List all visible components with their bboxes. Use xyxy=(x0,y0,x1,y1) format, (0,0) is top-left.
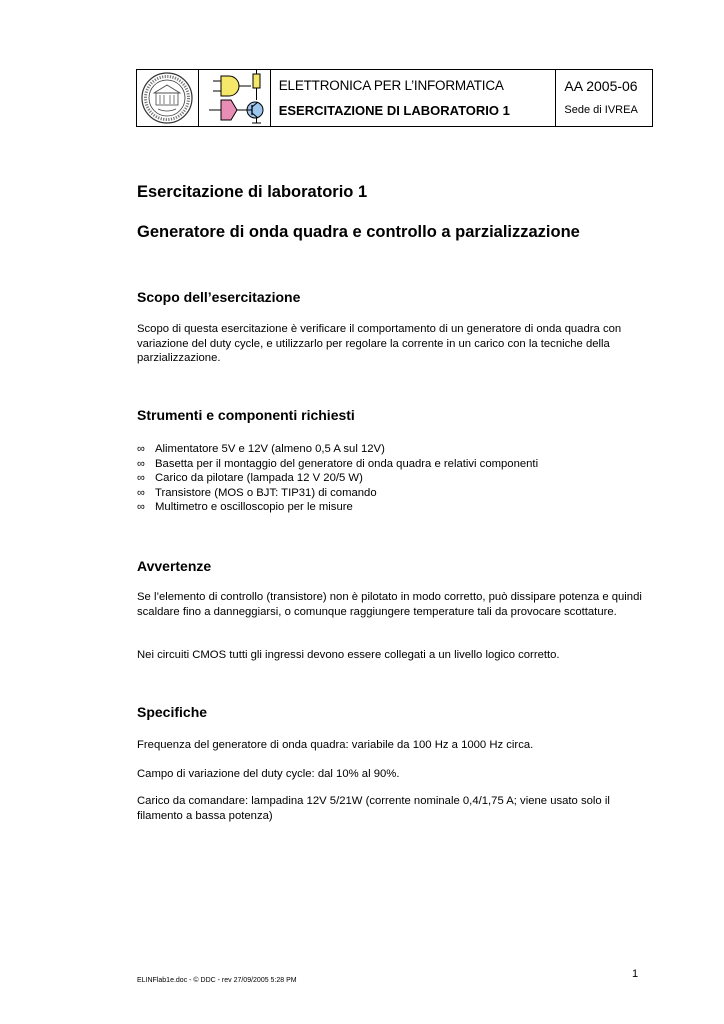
location: Sede di IVREA xyxy=(564,104,638,116)
course-name: ELETTRONICA PER L’INFORMATICA xyxy=(278,78,504,93)
list-item xyxy=(137,457,637,472)
page-number: 1 xyxy=(632,968,639,980)
infinity-bullet-icon: ∞ xyxy=(137,443,145,455)
infinity-bullet-icon: ∞ xyxy=(137,457,145,470)
specs-paragraph-2: Campo di variazione del duty cycle: dal 10% al 90%. xyxy=(137,768,400,780)
specs-paragraph-3: Carico da comandare: lampadina 12V 5/21W (corrente nominale 0,4/1,75 A; viene usato solo il filamento a bassa potenza) xyxy=(137,795,610,822)
list-item-text: Alimentatore 5V e 12V (almeno 0,5 A sul 12V) xyxy=(155,443,385,455)
section-heading-tools: Strumenti e componenti richiesti xyxy=(137,407,355,423)
list-item xyxy=(137,486,637,501)
section-heading-specs: Specifiche xyxy=(137,704,208,720)
circuit-logo-icon xyxy=(199,70,271,126)
warnings-paragraph-2: Nei circuiti CMOS tutti gli ingressi devono essere collegati a un livello logico corretto. xyxy=(137,649,560,661)
list-item-text: Carico da pilotare (lampada 12 V 20/5 W) xyxy=(155,472,363,485)
list-item-text: Basetta per il montaggio del generatore di onda quadra e relativi componenti xyxy=(155,457,539,470)
warnings-paragraph-1: Se l’elemento di controllo (transistore) non è pilotato in modo corretto, può dissipare potenza e quindi scaldare fino a danneggiarsi, o comunque raggiungere temperature tali da provocare scottature. xyxy=(137,591,642,618)
header-table xyxy=(136,69,653,127)
infinity-bullet-icon: ∞ xyxy=(137,486,145,499)
infinity-bullet-icon: ∞ xyxy=(137,472,145,485)
document-title: Esercitazione di laboratorio 1 xyxy=(137,183,368,201)
list-item-text: Multimetro e oscilloscopio per le misure xyxy=(155,501,353,514)
list-item xyxy=(137,500,637,515)
academic-year: AA 2005-06 xyxy=(564,78,638,94)
course-title-cell xyxy=(271,70,557,126)
section-heading-warnings: Avvertenze xyxy=(137,558,212,574)
year-cell xyxy=(556,70,652,126)
scope-paragraph: Scopo di questa esercitazione è verificare il comportamento di un generatore di onda quadra con variazione del duty cycle, e utilizzarlo per regolare la corrente in un carico con la tecniche della parzializzazione. xyxy=(137,323,622,365)
university-seal-logo xyxy=(140,71,194,125)
section-heading-scope: Scopo dell’esercitazione xyxy=(137,289,301,305)
specs-paragraph-1: Frequenza del generatore di onda quadra: variabile da 100 Hz a 1000 Hz circa. xyxy=(137,739,534,751)
list-item-text: Transistore (MOS o BJT: TIP31) di comando xyxy=(155,486,377,499)
seal-cell xyxy=(137,70,199,126)
lab-title: ESERCITAZIONE DI LABORATORIO 1 xyxy=(278,103,510,118)
list-item xyxy=(137,442,637,457)
infinity-bullet-icon: ∞ xyxy=(137,501,145,514)
footer-file-info: ELINFlab1e.doc - © DDC - rev 27/09/2005 5:28 PM xyxy=(137,977,297,984)
tools-list xyxy=(137,442,637,515)
document-subtitle: Generatore di onda quadra e controllo a parzializzazione xyxy=(137,223,580,241)
list-item xyxy=(137,471,637,486)
circuit-logo-cell xyxy=(199,70,271,126)
